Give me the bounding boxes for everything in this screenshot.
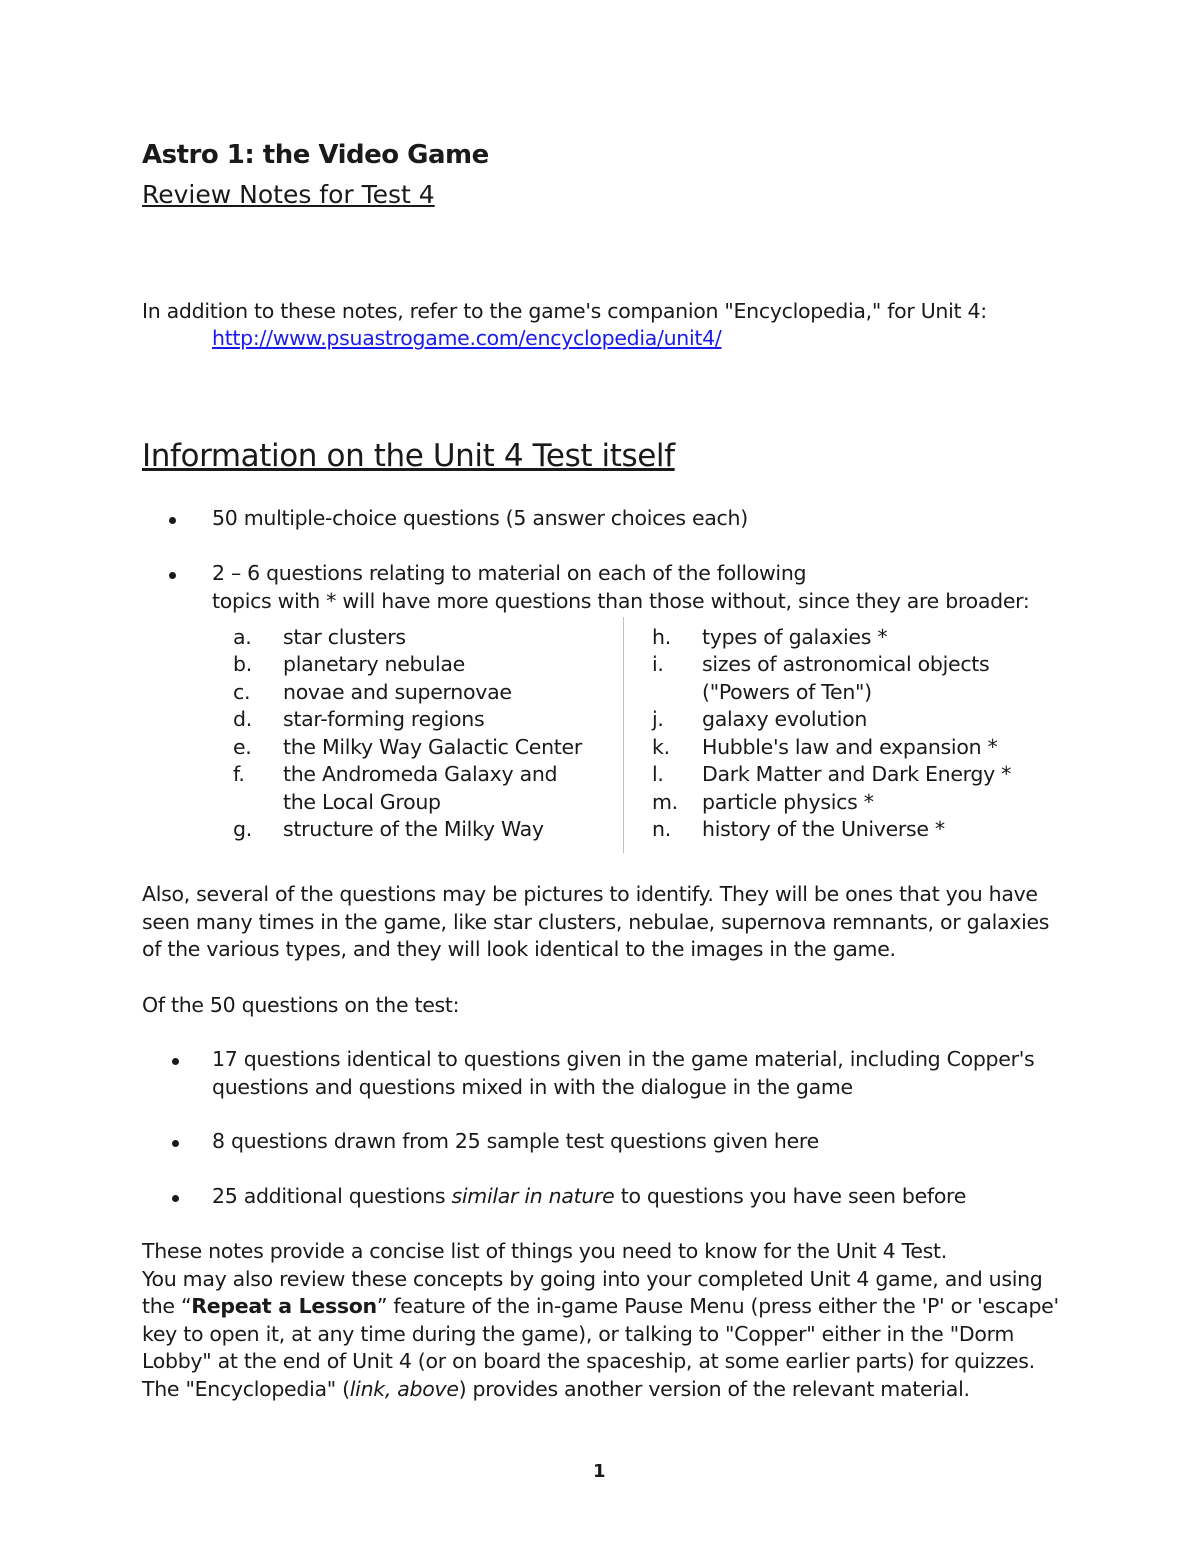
bullet-icon xyxy=(172,1058,179,1065)
of-the-50-text: Of the 50 questions on the test: xyxy=(142,993,460,1017)
intro-text: In addition to these notes, refer to the game's companion "Encyclopedia," for Unit 4: xyxy=(142,299,987,323)
page-number: 1 xyxy=(593,1461,606,1482)
bullet-identical-questions-line2: questions and questions mixed in with the dialogue in the game xyxy=(212,1075,853,1099)
bullet-questions-per-topic-line2: topics with * will have more questions than those without, since they are broader: xyxy=(212,589,1030,613)
document-title: Astro 1: the Video Game xyxy=(142,140,489,170)
repeat-a-lesson-text: Repeat a Lesson xyxy=(191,1294,377,1318)
document-subtitle: Review Notes for Test 4 xyxy=(142,180,435,209)
bullet-icon xyxy=(172,1195,179,1202)
bullet-multiple-choice: 50 multiple-choice questions (5 answer choices each) xyxy=(212,506,748,530)
topics-divider xyxy=(623,617,624,853)
bullet-additional-questions: 25 additional questions similar in nature to questions you have seen before xyxy=(212,1184,967,1208)
closing-paragraph: These notes provide a concise list of things you need to know for the Unit 4 Test. You may also review these concepts by going into your completed Unit 4 game, and using the “Repeat a Lesson” feature of the in-game Pause Menu (press either the 'P' or 'escape' key to open it, at any time during the game), or talking to "Copper" either in the "Dorm Lobby" at the end of Unit 4 (or on board the spaceship, at some earlier parts) for quizzes. The "Encyclopedia" (link, above) provides another version of the relevant material. xyxy=(142,1239,1059,1401)
bullet-identical-questions: 17 questions identical to questions given in the game material, including Copper's xyxy=(212,1047,1035,1071)
encyclopedia-link[interactable]: http://www.psuastrogame.com/encyclopedia/unit4/ xyxy=(212,326,722,350)
bullet-icon xyxy=(172,1140,179,1147)
bullet-icon xyxy=(169,517,176,524)
bullet-questions-per-topic: 2 – 6 questions relating to material on each of the following xyxy=(212,561,807,585)
pictures-paragraph: Also, several of the questions may be pictures to identify. They will be ones that you have seen many times in the game, like star clusters, nebulae, supernova remnants, or galaxies of the various types, and they will look identical to the images in the game. xyxy=(142,882,1050,961)
bullet-icon xyxy=(169,572,176,579)
document-page: Astro 1: the Video Game Review Notes for Test 4 In addition to these notes, refer to the game's companion "Encyclopedia," for Unit 4: http://www.psuastrogame.com/encyclopedia/unit4/ Information on the Unit 4 Test itself 50 multiple-choice questions (5 answer choices each) 2 – 6 questions relating to material on each of the following topics with * will have more questions than those without, since they are broader: a. star clusters b. planetary nebulae c. novae and supernovae d. star-forming regions e. the Milky Way Galactic Center f. the Andromeda Galaxy and the Local Group g. structure of the Milky Way h. types of galaxies * i. sizes of astronomical objects ("Powers of Ten") j. galaxy evolution k. Hubble's law and expansion * l. Dark Matter and Dark Energy * m. particle physics * n. history of the Universe * Also, several of the questions may be pictures to identify. They will be ones that you have seen many times in the game, like star clusters, nebulae, supernova remnants, or galaxies of the various types, and they will look identical to the images in the game. Of the 50 questions on the test: 17 questions identical to questions given in the game material, including Copper's questions and questions mixed in with the dialogue in the game 8 questions drawn from 25 sample test questions given here 25 additional questions similar in nature to questions you have seen before These notes provide a concise list of things you need to know for the Unit 4 Test. You may also review these concepts by going into your completed Unit 4 game, and using the “Repeat a Lesson” feature of the in-game Pause Menu (press either the 'P' or 'escape' key to open it, at any time during the game), or talking to "Copper" either in the "Dorm Lobby" at the end of Unit 4 (or on board the spaceship, at some earlier parts) for quizzes. The "Encyclopedia" (link, above) provides another version of the relevant material. 1 xyxy=(0,0,1200,1553)
bullet-sample-questions: 8 questions drawn from 25 sample test questions given here xyxy=(212,1129,819,1153)
section-heading: Information on the Unit 4 Test itself xyxy=(142,438,675,474)
